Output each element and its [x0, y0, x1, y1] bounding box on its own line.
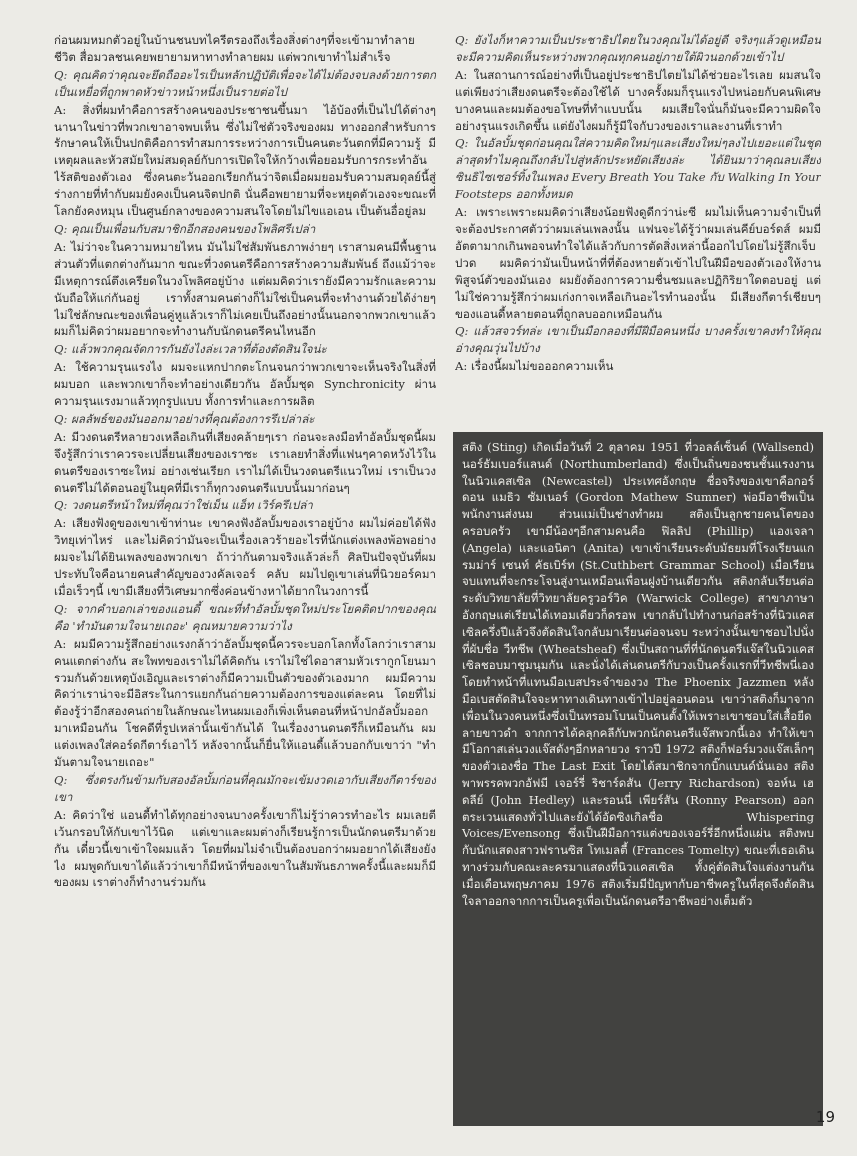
interview-question: Q: คุณคิดว่าคุณจะยึดถืออะไรเป็นหลักปฏิบัติเพื่อจะได้ไม่ต้องจบลงด้วยการตกเป็นเหยื่อที่ถูกพาดหัวข่าวหน้าหนึ่งเป็นรายต่อไป: [54, 67, 436, 99]
interview-answer: A: ไม่ว่าจะในความหมายไหน มันไม่ใช่สัมพันธภาพง่ายๆ เราสามคนมีพื้นฐานส่วนตัวที่แตกต่างกันมาก ขณะที่วงดนตรีคือการสร้างความสัมพันธ์ ถึงแม้ว่าจะมีเหตุการณ์ตึงเครียดในวงโพลิศอยู่บ้าง แต่ผมคิดว่าเรายังมีความรักและความนับถือให้แก่กันอยู่ เราทั้งสามคนต่างก็ไม่ใช่เป็นคนที่จะทำงานด้วยได้ง่ายๆ ไม่ใช่ลักษณะของเพื่อนคู่หูแล้วเราก็ไม่เคยเป็นถึงอย่างนั้นนอกจากพวกเขาแล้วผมก็ไม่คิดว่าผมอยากจะทำงานกับนักดนตรีคนไหนอีก: [54, 239, 436, 339]
interview-question: Q: ซึ่งตรงกันข้ามกับสองอัลบั้มก่อนที่คุณมักจะเข้มงวดเอากับเสียงกีตาร์ของเขา: [54, 772, 436, 804]
page-number: 19: [815, 1108, 835, 1126]
interview-answer: A: มีวงดนตรีหลายวงเหลือเกินที่เสียงคล้ายๆเรา ก่อนจะลงมือทำอัลบั้มชุดนี้ผมจึงรู้สึกว่าเราควรจะเปลี่ยนเสียงของเราซะ เราเลยทำสิ่งที่แฟนๆคาดหวังไว้ในดนตรีของเราซะใหม่ อย่างเช่นเรียก เราไม่ได้เป็นวงดนตรีแนวใหม่ เราเป็นวงดนตรีไม่ได้ตอนอยู่ในยุคที่มีเราก็ทุกวงดนตรีแบบนั้นมาก่อนๆ: [54, 429, 436, 495]
interview-question: Q: ยังไงก็หาความเป็นประชาธิปไตยในวงคุณไม่ได้อยู่ดี จริงๆแล้วดูเหมือนจะมีความคิดเห็นระหว่างพวกคุณทุกคนอยู่ภายใต้ผิวนอกด้วยเข้าไป: [455, 33, 821, 64]
interview-question: Q: แล้วพวกคุณจัดการกันยังไงล่ะเวลาที่ต้องตัดสินใจน่ะ: [54, 342, 327, 357]
interview-answer: A: ในสถานการณ์อย่างที่เป็นอยู่ประชาธิปไตยไม่ได้ช่วยอะไรเลย ผมสนใจแต่เพียงว่าเสียงดนตรีจะต้องใช้ได้ บางครั้งผมก็รุนแรงไปหน่อยกับคนพิเศษบางคนและผมต้องขอโทษที่ทำแบบนั้น ผมเสียใจนั่นก็มันจะมีความผิดใจอย่างรุนแรงเกิดขึ้น แต่ยังไงผมก็รู้มีใจกับวงของเราและงานที่เราทำ: [455, 67, 821, 133]
interview-question: Q: จากคำบอกเล่าของแอนดี้ ขณะที่ทำอัลบั้มชุดใหม่ประโยคติดปากของคุณคือ 'ทำมันตามใจนายเถอะ' คุณหมายความว่าไง: [54, 601, 436, 633]
interview-answer: A: เพราะเพราะผมคิดว่าเสียงน้อยฟังดูดีกว่าน่ะซี ผมไม่เห็นความจำเป็นที่จะต้องประกาศตัวว่าผมเล่นเพลงนั้น แฟนจะได้รู้ว่าผมเล่นคีย์บอร์ดส์ ผมมีอัตตามากเกินพอจนทำใจได้แล้วกับการตัดสิ่งเหล่านี้ออกไปโดยไม่รู้สึกเจ็บปวด ผมคิดว่ามันเป็นหน้าที่ที่ต้องหายตัวเข้าไปในฝีมือของตัวเองให้งานพิสูจน์ตัวของมันเอง ผมยังต้องการความชื่นชมและปฏิกิริยาใดตอบอยู่ แต่ไม่ใช่ความรู้สึกว่าผมเก่งกาจเหลือเกินอะไรทำนองนั้น มีเสียงกีตาร์เชียบๆของแอนดี้หลายตอนที่ถูกลบออกเหมือนกัน: [455, 205, 821, 321]
interview-right-column-text: [455, 32, 821, 428]
interview-answer: A: คิดว่าใช่ แอนดี้ทำได้ทุกอย่างจนบางครั้งเขาก็ไม่รู้ว่าควรทำอะไร ผมเลยตีเว้นกรอบให้กับเขาไว้นิด แต่เขาและผมต่างก็เรียนรู้การเป็นนักดนตรีมาด้วยกัน เดี๋ยวนี้เขาเข้าใจผมแล้ว โดยที่ผมไม่จำเป็นต้องบอกว่าผมอยากได้เสียงยังไง ผมพูดกับเขาได้แล้วว่าเขาก็มีหน้าที่ของเขาในสัมพันธภาพครั้งนี้และผมก็มีของผม เราต่างก็ทำงานร่วมกัน: [54, 807, 436, 890]
interview-answer: A: ใช้ความรุนแรงไง ผมจะแหกปากตะโกนจนกว่าพวกเขาจะเห็นจริงในสิ่งที่ผมบอก และพวกเขาก็จะทำอย่างเดียวกัน อัลบั้มชุด Synchronicity ผ่านความรุนแรงมาแล้วทุกรูปแบบ ทั้งการทำและการผลิต: [54, 360, 436, 409]
interview-answer: A: สิ่งที่ผมทำคือการสร้างคนของประชาชนขึ้นมา ไอ้บ้องที่เป็นไปได้ต่างๆ นานาในข่าวที่พวกเขาอาจพบเห็น ซึ่งไม่ใช่ตัวจริงของผม ทางออกสำหรับการรักษาคนให้เป็นปกติคือการทำสมการระหว่างการเป็นคนตะวันตกที่มีความรู้ มีเหตุผลและหัวสมัยใหม่สมดุลย์กับการเปิดใจให้กว้างเพื่อยอมรับการกระทำอันไร้สติของตัวเอง ซึ่งคนตะวันออกเรียกกันว่าจิตเมื่อผมยอมรับความสมดุลย์นี้สู่ร่างกายที่ทำกับผมยังคงเป็นคนจิตปกติ นั่นคือพยายามที่จะหยุดตัวเองจะขณะที่โลกยังคงหมุน เป็นศูนย์กลางของความสนใจโดยไม่ไขแอเอน เป็นต้นอื่อยู่ลม: [54, 102, 436, 219]
interview-answer: A: ผมมีความรู้สึกอย่างแรงกล้าว่าอัลบั้มชุดนี้ควรจะบอกโลกทั้งโลกว่าเราสามคนแตกต่างกัน สะใพทของเราไม่ได้คิดกัน เราไม่ใช่ไดอาสามหัวเรากูกโยนมารวมกันด้วยเหตุบังเอิญและเราต่างก็มีความเป็นตัวของตัวเองมาก ผมมีความคิดว่าเราน่าจะมีอิสระในการแยกกันถ่ายความต้องการของแต่ละคน โดยที่ไม่ต้องรู้ว่าอีกสองคนถ่ายในลักษณะไหนผมเองก็เพิ่งเห็นตอนที่หน้าปกอัลบั้มออกมาเหมือนกัน โชคดีที่รูปเหล่านั้นเข้ากันได้ ในเรื่องงานดนตรีก็เหมือนกัน ผมแต่งเพลงใส่คอร์ดกีตาร์เอาไว้ หลังจากนั้นก็ยื่นให้แอนดี้แล้วบอกกับเขาว่า "ทำมันตามใจนายเถอะ": [54, 636, 436, 770]
biography-text: สติง (Sting) เกิดเมื่อวันที่ 2 ตุลาคม 1951 ที่วอลล์เซ็นด์ (Wallsend) นอร์ธัมเบอร์แลนด์ (Northumberland) ซึ่งเป็นถิ่นของชนชั้นแรงงานในนิวแคสเซิล (Newcastel) ประเทศอังกฤษ ชื่อจริงของเขาคือกอร์ดอน แมธิว ซัมเนอร์ (Gordon Mathew Sumner) พ่อมีอาชีพเป็นพนักงานส่งนม ส่วนแม่เป็นช่างทำผม สติงเป็นลูกชายคนโตของครอบครัว เขามีน้องๆอีกสามคนคือ ฟิลลิป (Phillip) แองเจลา (Angela) และแอนิตา (Anita) เขาเข้าเรียนระดับมัธยมที่โรงเรียนแกรมม่าร์ เซนท์ คัธเบิร์ท (St.Cuthbert Grammar School) เมื่อเรียนจบแทนที่จะกระโจนสู่งานเหมือนเพื่อนฝูงบ้านเดียวกัน สติงกลับเรียนต่อระดับวิทยาลัยที่วิทยาลัยครูวอร์วิค (Warwick College) สาขาภาษาอังกฤษแต่เรียนได้เทอมเดียวก็ดรอพ เขากลับไปทำงานก่อสร้างที่นิวแคสเซิลครึ่งปีแล้วจึงตัดสินใจกลับมาเรียนต่อจนจบ ระหว่างนั้นเขาชอบไปนั่งที่ผับชื่อ วีทชีพ (Wheatsheaf) ซึ่งเป็นสถานที่ที่นักดนตรีแจ๊สในนิวแคสเซิลชอบมาชุมนุมกัน และนั่งได้เล่นดนตรีกับวงเป็นครั้งแรกที่วีทชีพนี่เองโดยทำหน้าที่แทนมือเบสประจำของวง The Phoenix Jazzmen หลังมือเบสตัดสินใจจะหาทางเดินทางเข้าไปอยู่ลอนดอน เขาว่าสติงก็มาจากเพื่อนในวงคนหนึ่งซึ่งเป็นทรอมโบนเป็นคนตั้งให้เพราะเขาชอบใส่เสื้อยืดลายขาวดำ จากการได้คลุกคลีกับพวกนักดนตรีแจ๊สพวกนี้เอง ทำให้เขามีโอกาสเล่นวงแจ๊สดังๆอีกหลายวง ราวปี 1972 สติงก็ฟอร์มวงแจ๊สเล็กๆของตัวเองชื่อ The Last Exit โดยได้สมาชิกจากบิ๊กแบนด์นั่นเอง สติงพาพรรคพวกอัฟมี เจอร์รี่ ริชาร์ดสัน (Jerry Richardson) จอห์น เฮดลีย์ (John Hedley) และรอนนี่ เพียร์สัน (Ronny Pearson) ออกตระเวนแสดงทั่วไปและยังได้อัดซิงเกิลชื่อ Whispering Voices/Evensong ซึ่งเป็นฝีมือการแต่งของเจอร์รี่อีกหนึ่งแผ่น สติงพบกับนักแสดงสาวฟรานซิส โทเมลตี้ (Frances Tomelty) ขณะที่เธอเดินทางร่วมกับคณะละครมาแสดงที่นิวแคสเซิล ทั้งคู่ตัดสินใจแต่งงานกันเมื่อเดือนพฤษภาคม 1976 สติงเริ่มมีปัญหากับอาชีพครูในที่สุดจึงตัดสินใจลาออกจากการเป็นครูเพื่อเป็นนักดนตรีอาชีพอย่างเต็มตัว: [462, 440, 814, 908]
interview-right-column: [455, 32, 821, 428]
interview-answer: ก่อนผมหมกตัวอยู่ในบ้านชนบทไครีตรองถึงเรื่องสิ่งต่างๆที่จะเข้ามาทำลายชีวิต สื่อมวลชนเคยพยายามหาทางทำลายผม แต่พวกเขาทำไม่สำเร็จ: [54, 33, 415, 64]
interview-question: Q: ในอัลบั้มชุดก่อนคุณใส่ความคิดใหม่ๆและเสียงใหม่ๆลงไปเยอะแต่ในชุดล่าสุดทำไมคุณถึงกลับไปสู่หลักประหยัดเสียงล่ะ ได้ยินมาว่าคุณลบเสียงซินธิไซเซอร์ทิ้งในเพลง Every Breath You Take กับ Walking In Your Footsteps ออกทั้งหมด: [455, 136, 821, 202]
sting-biography-box: [453, 432, 823, 1126]
interview-question: Q: แล้วสจวร์ทล่ะ เขาเป็นมือกลองที่มีฝีมือคนหนึ่ง บางครั้งเขาคงทำให้คุณอ่างคุณวุ่นไปบ้าง: [455, 324, 821, 356]
interview-question: Q: ผลลัพธ์ของมันออกมาอย่างที่คุณต้องการรึเปล่าล่ะ: [54, 411, 315, 426]
interview-answer: A: เสียงฟังดูของเขาเข้าท่านะ เขาคงฟังอัลบั้มของเราอยู่บ้าง ผมไม่ค่อยได้ฟังวิทยุเท่าไหร่ และไม่คิดว่ามันจะเป็นเรื่องเลวร้ายอะไรที่นักแต่งเพลงพ้อพอย่างผมจะไม่ได้ยินเพลงของพวกเขา ถ้าว่ากันตามจริงแล้วล่ะก็ ศิลปินปัจจุบันที่ผมประทับใจคือนายคนสำคัญของวงคัลเจอร์ คลับ ผมไปดูเขาเล่นที่นิวยอร์คมาเมื่อเร็วๆนี้ เขามีเสียงที่วิเศษมากซึ่งค่อนข้างหาได้ยากในวงการนี้: [54, 516, 436, 598]
interview-question: Q: วงดนตรีหน้าใหม่ที่คุณว่าใช่เม็น แอ็ท เวิร์ครึเปล่า: [54, 498, 313, 513]
interview-answer: A: เรื่องนี้ผมไม่ขอออกความเห็น: [455, 359, 614, 374]
interview-left-column: [54, 32, 436, 1142]
interview-question: Q: คุณเป็นเพื่อนกับสมาชิกอีกสองคนของโพลิศรีเปล่า: [54, 221, 316, 236]
